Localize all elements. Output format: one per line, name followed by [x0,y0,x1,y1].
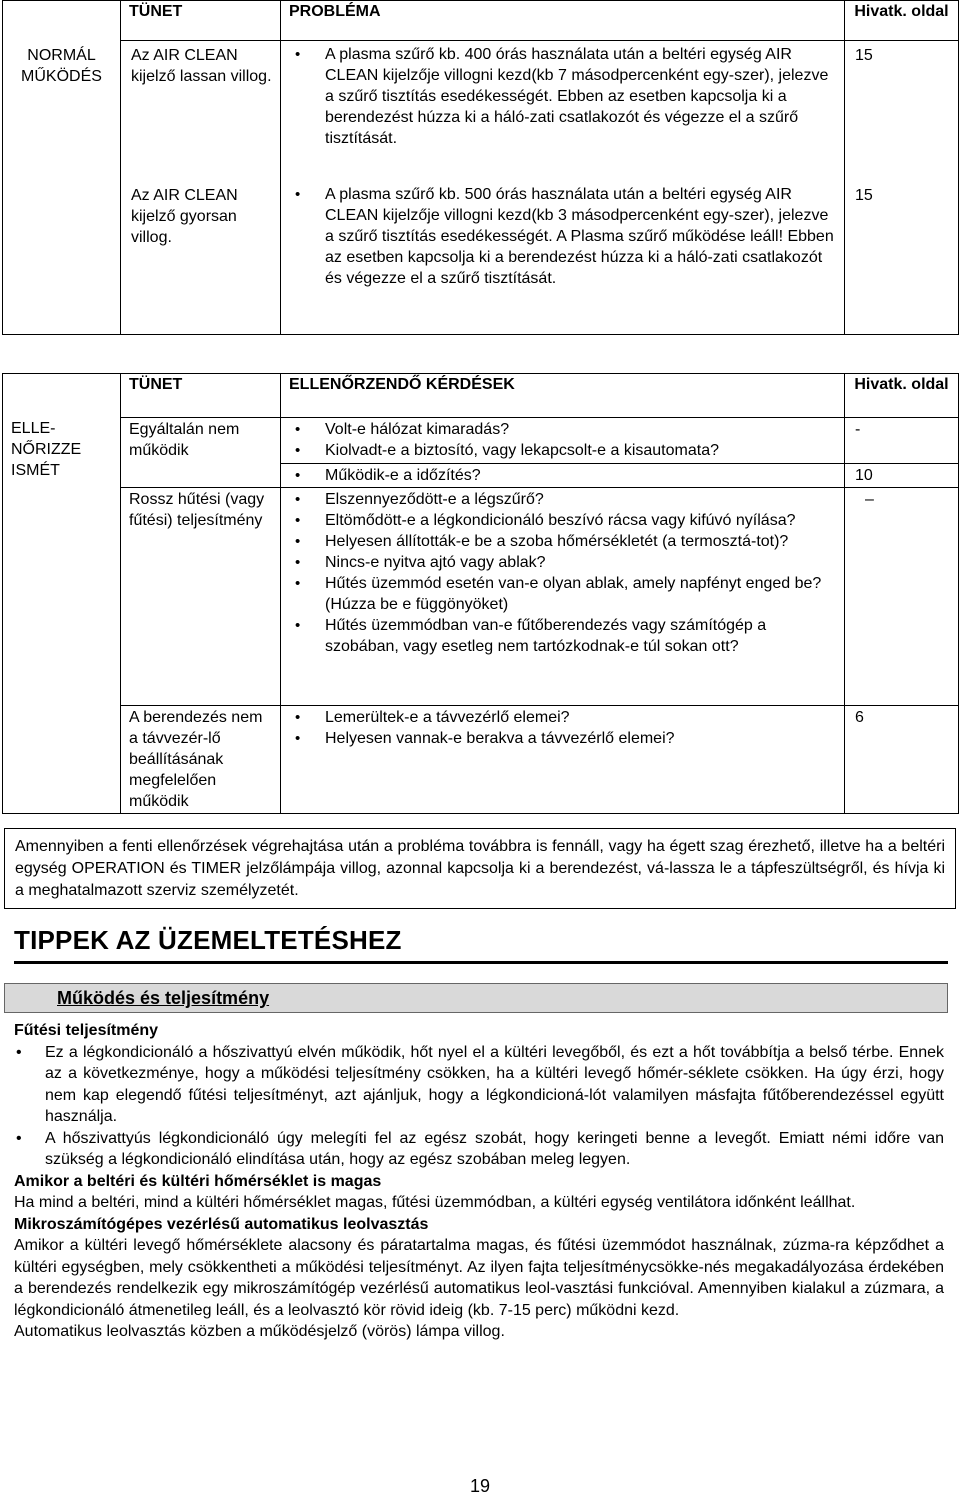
state-label: ELLE-NŐRIZZE ISMÉT [3,418,121,814]
notice-box: Amennyiben a fenti ellenőrzések végrehajtása után a probléma továbbra is fennáll, vagy ha égett szag érezhető, illetve ha a beltéri egység OPERATION és TIMER jelzőlámpája villog, azonnal kapcsolja ki a berendezést, vá-lassza le a tápfeszültségről, és hívja ki a meghatalmazott szerviz személyzetét. [4,828,956,909]
symptom-cell: A berendezés nem a távvezér-lő beállításának megfelelően működik [121,706,281,814]
table-header-row [3,1,959,41]
header-ref: Hivatk. oldal [845,374,959,418]
ref-cell: 6 [845,706,959,814]
ref-cell: - [845,418,959,464]
list-item: • Hűtés üzemmód esetén van-e olyan ablak, amely napfényt enged be? (Húzza be e függönyöket) [289,573,836,615]
list-item: • Elszennyeződött-e a légszűrő? [289,489,836,510]
list-item: • Kiolvadt-e a biztosító, vagy lekapcsolt-e a kisautomata? [289,440,836,461]
ref-cell: – [845,488,959,706]
ref-cell: 10 [845,464,959,488]
table-row [3,418,959,464]
questions-cell [281,706,845,814]
questions-cell [281,488,845,706]
temp-paragraph: Ha mind a beltéri, mind a kültéri hőmérséklet magas, fűtési üzemmódban, a kültéri egység ventilátora időnként leállhat. [14,1194,856,1211]
header-symptom: TÜNET [121,1,281,41]
list-item: • A plasma szűrő kb. 400 órás használata után a beltéri egység AIR CLEAN kijelzője villogni kezd(kb 7 másodpercenként egy-szer), jelezve a szűrő tisztítás esedékességét. Ebben az esetben kapcsolja ki a berendezést húzza ki a háló-zati csatlakozót és végezze el a szűrő tisztítását. [289,44,836,149]
body-text [14,1020,944,1343]
table-row [3,181,959,335]
list-item: • Helyesen vannak-e berakva a távvezérlő elemei? [289,728,836,749]
heating-heading: Fűtési teljesítmény [14,1022,159,1039]
symptom-cell: Egyáltalán nem működik [121,418,281,464]
table-row [3,41,959,181]
symptom-cell: Az AIR CLEAN kijelző gyorsan villog. [121,181,281,335]
temp-heading: Amikor a beltéri és kültéri hőmérséklet is magas [14,1172,382,1190]
defrost-paragraph: Amikor a kültéri levegő hőmérséklete alacsony és páratartalma magas, és fűtési üzemmódot használnak, zúzma-ra képződhet a kültéri egységben, mely csökkentheti a működési teljesítményt. Az ilyen fajta teljesítménycsökke-nés megakadályozása érdekében a berendezés rendelkezik egy mikroszámítógép vezérlésű automatikus leol-vasztási funkcióval. Amennyiben kialakul a zúzmara, a légkondicionáló átmenetileg leáll, és a leolvasztó kör rövid ideig (kb. 7-15 perc) működni kezd. [14,1237,944,1319]
list-item: • A hőszivattyús légkondicionáló úgy melegíti fel az egész szobát, hogy keringeti benne a levegőt. Emiatt némi időre van szükség a légkondicionáló elindítása után, hogy az egész szobában meleg legyen. [14,1128,944,1171]
symptom-cell: Az AIR CLEAN kijelző lassan villog. [121,41,281,181]
page-title: TIPPEK AZ ÜZEMELTETÉSHEZ [14,925,402,955]
questions-cell [281,464,845,488]
header-ref: Hivatk. oldal [845,1,959,41]
defrost-note: Automatikus leolvasztás közben a működésjelző (vörös) lámpa villog. [14,1323,505,1340]
list-item: • Volt-e hálózat kimaradás? [289,419,836,440]
symptom-cell [121,464,281,488]
defrost-heading: Mikroszámítógépes vezérlésű automatikus leolvasztás [14,1215,429,1233]
table-row [3,488,959,706]
ref-cell: 15 [845,181,959,335]
problem-cell [281,181,845,335]
list-item: • Hűtés üzemmódban van-e fűtőberendezés vagy számítógép a szobában, vagy esetleg nem tartózkodnak-e túl sokan ott? [289,615,836,657]
list-item: • Eltömődött-e a légkondicionáló beszívó rácsa vagy kifúvó nyílása? [289,510,836,531]
list-item: • Nincs-e nyitva ajtó vagy ablak? [289,552,836,573]
table-header-row [3,374,959,418]
header-symptom: TÜNET [121,374,281,418]
heating-list [14,1042,944,1171]
section-title: Működés és teljesítmény [57,988,270,1008]
header-questions: ELLENŐRZENDŐ KÉRDÉSEK [281,374,845,418]
troubleshooting-table-normal [2,0,959,335]
header-problem: PROBLÉMA [281,1,845,41]
symptom-cell: Rossz hűtési (vagy fűtési) teljesítmény [121,488,281,706]
troubleshooting-table-check [2,373,959,814]
list-item: • Működik-e a időzítés? [289,465,836,486]
questions-cell [281,418,845,464]
state-label: NORMÁL MŰKÖDÉS [3,41,121,335]
list-item: • A plasma szűrő kb. 500 órás használata után a beltéri egység AIR CLEAN kijelzője villogni kezd(kb 3 másodpercenként egy-szer), jelezve a szűrő tisztítás esedékességét. A Plasma szűrő működése leáll! Ebben az esetben kapcsolja ki a berendezést húzza ki a háló-zati csatlakozót és végezze el a szűrő tisztítását. [289,184,836,289]
list-item: • Ez a légkondicionáló a hőszivattyú elvén működik, hőt nyel el a kültéri levegőből, és ezt a hőt továbbítja a belső térbe. Ennek az a következménye, hogy a működési teljesítmény csökken, ha a kültéri levegő hőmér-séklete csökken. Ha úgy érzi, hogy nem kap elegendő fűtési teljesítményt, azt ajánljuk, hogy a légkondicioná-lót valamilyen másfajta fűtőberendezéssel együtt használja. [14,1042,944,1128]
ref-cell: 15 [845,41,959,181]
problem-cell [281,41,845,181]
section-header [4,983,948,1013]
table-row [3,706,959,814]
list-item: • Lemerültek-e a távvezérlő elemei? [289,707,836,728]
table-row [3,464,959,488]
list-item: • Helyesen állították-e be a szoba hőmérsékletét (a termosztá-tot)? [289,531,836,552]
page-number: 19 [469,1476,491,1496]
title-divider [14,961,948,964]
